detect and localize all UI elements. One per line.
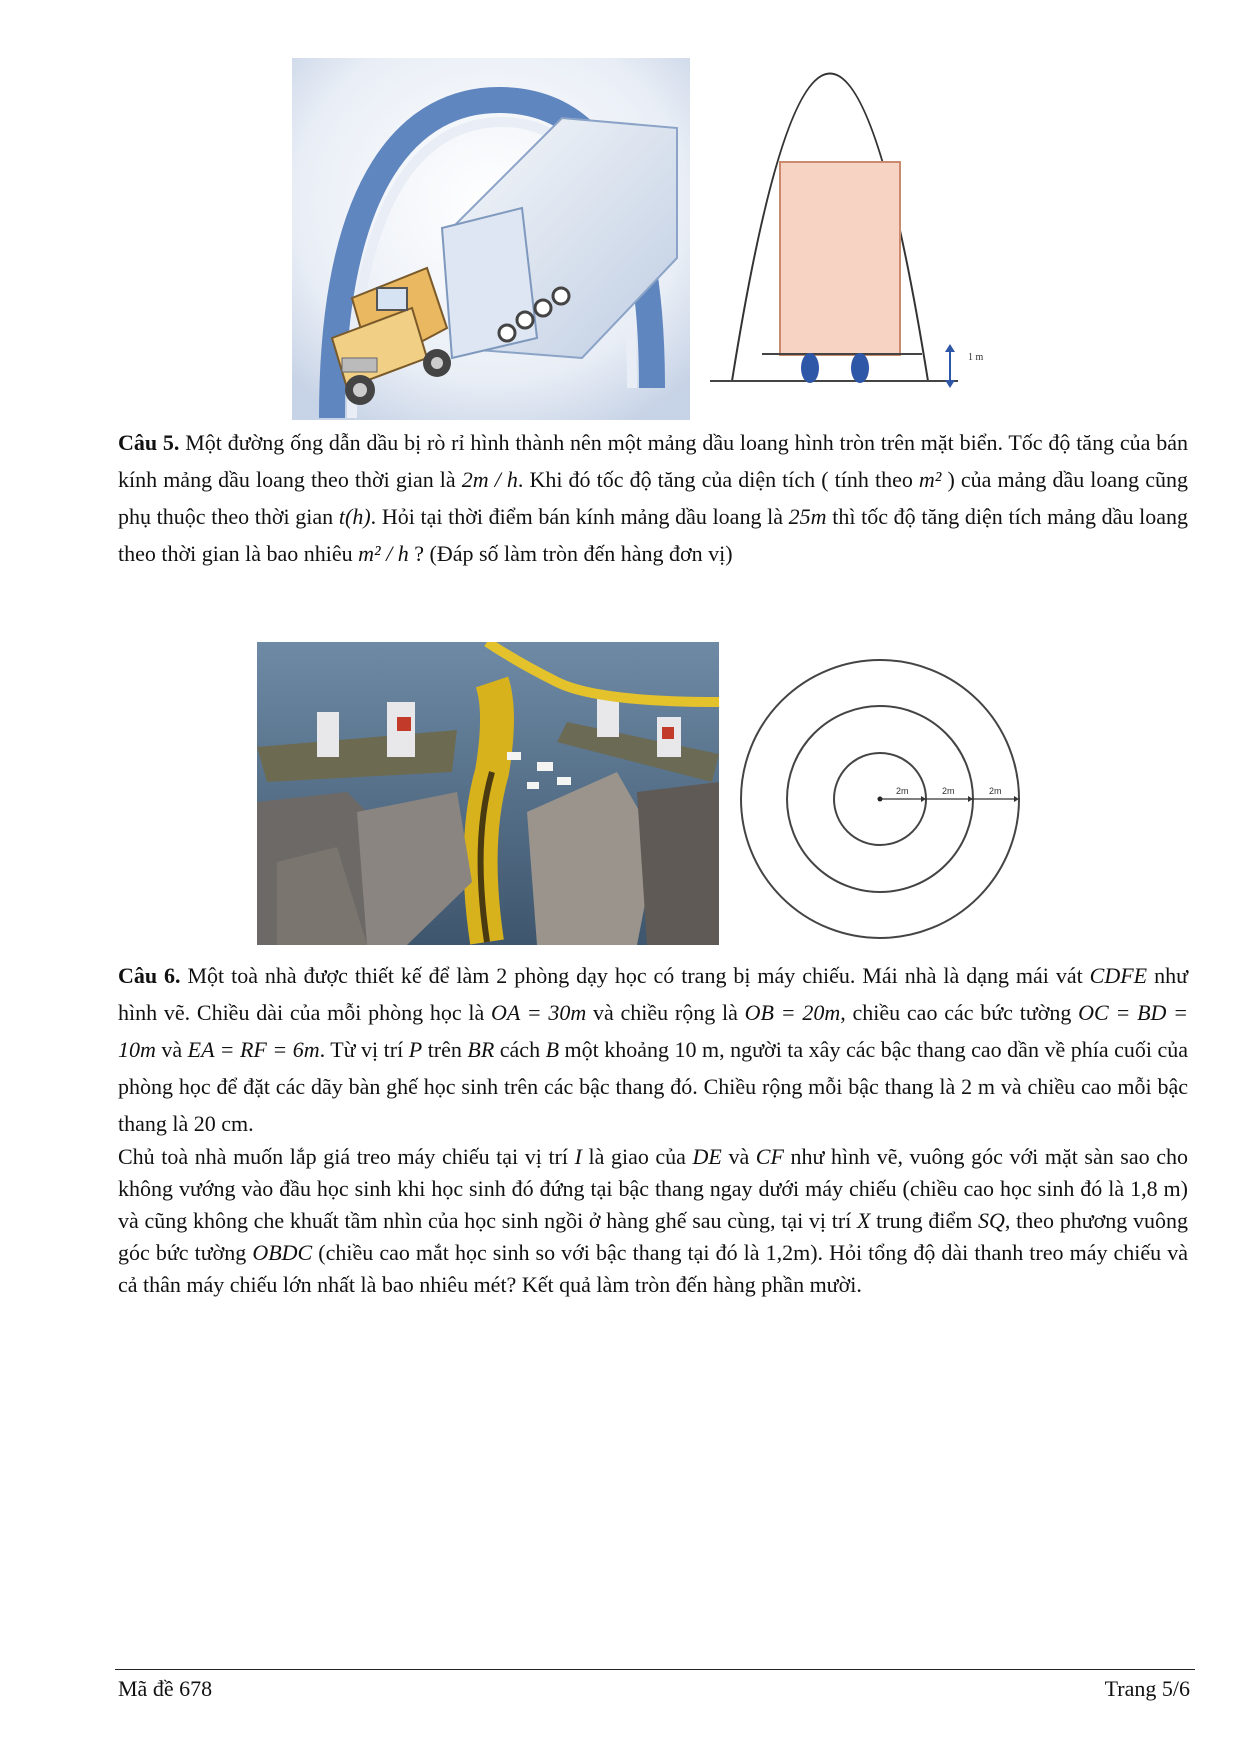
oil-spill-photo (257, 642, 719, 945)
circle-radius-label-1: 2m (896, 786, 909, 796)
parabola-truck-diagram (710, 56, 1010, 396)
parabola-height-label: 1 m (968, 352, 984, 363)
footer-divider (115, 1669, 1195, 1670)
question-6-paragraph-1: Câu 6. Một toà nhà được thiết kế để làm 2 phòng dạy học có trang bị máy chiếu. Mái nhà là dạng mái vát CDFE như hình vẽ. Chiều dài của mỗi phòng học là OA = 30m và chiều rộng là OB = 20m, chiều cao các bức tường OC = BD = 10m và EA = RF = 6m. Từ vị trí P trên BR cách B một khoảng 10 m, người ta xây các bậc thang cao dần về phía cuối của phòng học để đặt các dãy bàn ghế học sinh trên các bậc thang đó. Chiều rộng mỗi bậc thang là 2 m và chiều cao mỗi bậc thang là 20 cm. (118, 963, 1189, 1136)
truck-arch-illustration (292, 58, 690, 420)
page-number: Trang 5/6 (1104, 1676, 1190, 1701)
question-5-text: Câu 5. Một đường ống dẫn dầu bị rò rỉ hình thành nên một mảng dầu loang hình tròn trên mặt biển. Tốc độ tăng của bán kính mảng dầu loang theo thời gian là 2m / h. Khi đó tốc độ tăng của diện tích ( tính theo m² ) của mảng dầu loang cũng phụ thuộc theo thời gian t(h). Hỏi tại thời điểm bán kính mảng dầu loang là 25m thì tốc độ tăng diện tích mảng dầu loang theo thời gian là bao nhiêu m² / h ? (Đáp số làm tròn đến hàng đơn vị) (118, 430, 1189, 566)
exam-code: Mã đề 678 (118, 1676, 213, 1701)
circle-radius-label-3: 2m (989, 786, 1002, 796)
concentric-circles-diagram (735, 654, 1025, 944)
circle-radius-label-2: 2m (942, 786, 955, 796)
question-6-paragraph-2: Chủ toà nhà muốn lắp giá treo máy chiếu tại vị trí I là giao của DE và CF như hình vẽ, vuông góc với mặt sàn sao cho không vướng vào đầu học sinh khi học sinh đó đứng tại bậc thang ngay dưới máy chiếu (chiều cao học sinh đó là 1,8 m) và cũng không che khuất tầm nhìn của học sinh ngồi ở hàng ghế sau cùng, tại vị trí X trung điểm SQ, theo phương vuông góc bức tường OBDC (chiều cao mắt học sinh so với bậc thang tại đó là 1,2m). Hỏi tổng độ dài thanh treo máy chiếu và cả thân máy chiếu lớn nhất là bao nhiêu mét? Kết quả làm tròn đến hàng phần mười. (118, 1144, 1188, 1297)
question-6-label: Câu 6. (118, 963, 181, 988)
question-5-label: Câu 5. (118, 430, 180, 455)
